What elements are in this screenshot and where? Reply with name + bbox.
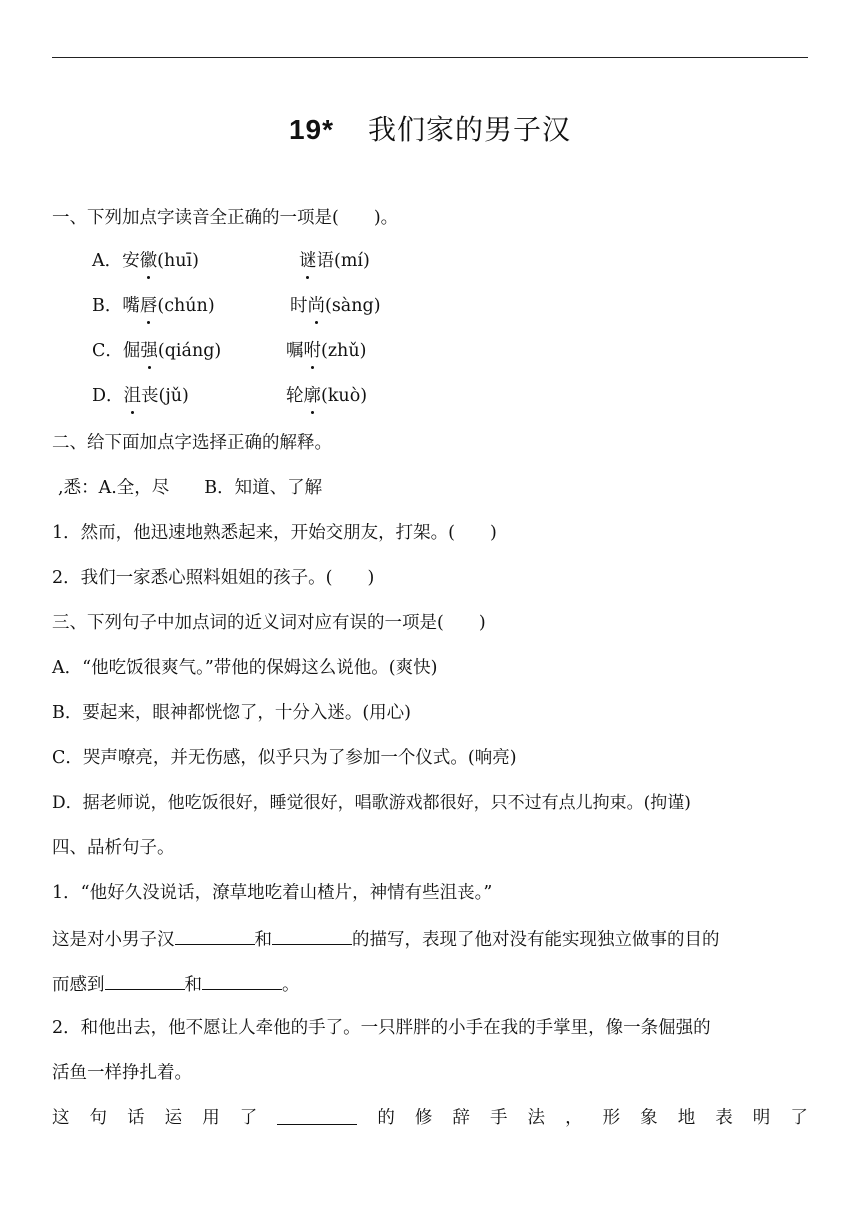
dotted-char: 尚 <box>307 296 325 316</box>
q1-option-c[interactable]: C．倔强(qiáng) 嘱咐(zhǔ) <box>92 341 367 361</box>
dotted-char: 沮 <box>123 386 142 406</box>
dotted-char: 强 <box>140 341 158 361</box>
q1-stem: 一、下列加点字读音全正确的一项是( )。 <box>52 208 399 228</box>
q3-option-d[interactable]: D．据老师说，他吃饭很好，睡觉很好，唱歌游戏都很好，只不过有点儿拘束。(拘谨) <box>52 793 691 813</box>
dotted-char: 咐 <box>303 341 321 361</box>
dotted-char: 徽 <box>139 251 158 271</box>
q4-stem: 四、品析句子。 <box>52 838 175 858</box>
q3-option-a[interactable]: A．“他吃饭很爽气。”带他的保姆这么说他。(爽快) <box>52 658 438 678</box>
q2-stem: 二、给下面加点字选择正确的解释。 <box>52 433 332 453</box>
page-title <box>0 108 860 148</box>
answer-blank[interactable] <box>105 971 185 990</box>
q1-option-b[interactable]: B．嘴唇(chún) 时尚(sàng) <box>92 296 381 316</box>
q4-sentence-2-line-2: 活鱼一样挣扎着。 <box>52 1063 192 1083</box>
q3-option-b[interactable]: B．要起来，眼神都恍惚了，十分入迷。(用心) <box>52 703 412 723</box>
lesson-title: 我们家的男子汉 <box>368 113 572 146</box>
answer-blank[interactable] <box>175 926 255 945</box>
q2-definition: ,悉：A.全，尽 B．知道、了解 <box>58 478 323 498</box>
answer-blank[interactable] <box>202 971 282 990</box>
answer-blank[interactable] <box>277 1106 357 1125</box>
dotted-char: 谜 <box>299 251 317 271</box>
dotted-char: 唇 <box>139 296 158 316</box>
q1-option-a[interactable]: A．安徽(huī) 谜语(mí) <box>92 251 370 271</box>
q4-fill-line-2: 而感到 和 。 <box>52 971 300 997</box>
header-rule <box>52 57 808 58</box>
q3-option-c[interactable]: C．哭声嘹亮，并无伤感，似乎只为了参加一个仪式。(响亮) <box>52 748 517 768</box>
q1-option-d[interactable]: D．沮丧(jǔ) 轮廓(kuò) <box>92 386 368 406</box>
q3-stem: 三、下列句子中加点词的近义词对应有误的一项是( ) <box>52 613 486 633</box>
q4-fill-line-1: 这是对小男子汉 和 的描写，表现了他对没有能实现独立做事的目的 <box>52 926 720 952</box>
q4-sentence-1: 1．“他好久没说话，潦草地吃着山楂片，神情有些沮丧。” <box>52 883 493 903</box>
lesson-number: 19* <box>288 114 335 145</box>
q2-item-2: 2．我们一家悉心照料姐姐的孩子。( ) <box>52 568 375 588</box>
dotted-char: 廓 <box>303 386 321 406</box>
answer-blank[interactable] <box>272 926 352 945</box>
q4-sentence-2-line-1: 2．和他出去，他不愿让人牵他的手了。一只胖胖的小手在我的手掌里，像一条倔强的 <box>52 1018 711 1038</box>
q2-item-1: 1．然而，他迅速地熟悉起来，开始交朋友，打架。( ) <box>52 523 497 543</box>
q4-fill-line-3: 这 句 话 运 用 了 的 修 辞 手 法 ， 形 象 地 表 明 了 <box>52 1108 808 1128</box>
